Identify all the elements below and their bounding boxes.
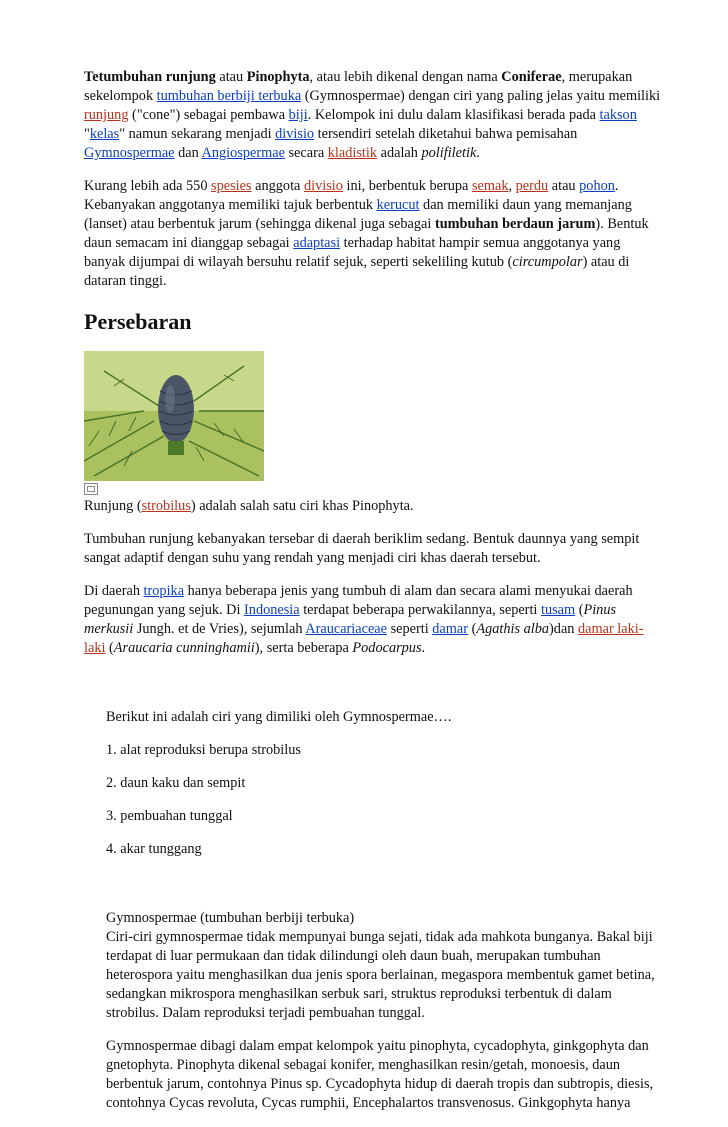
intro-paragraph <box>84 68 664 163</box>
text: atau <box>548 178 580 194</box>
term-coniferae: Coniferae <box>501 69 562 85</box>
text: dan <box>174 145 202 161</box>
classification-paragraph: Gymnospermae dibagi dalam empat kelompok yaitu pinophyta, cycadophyta, ginkgophyta dan gnetophyta. Pinophyta dikenal sebagai konifer, menghasilkan resin/getah, monoesis, daun berbentuk jarum, contohnya Pinus sp. Cycadophyta hidup di daerah tropis dan subtropis, diesis, contohnya Cycas revoluta, Cycas rumphii, Encephalartos transvenosus. Ginkgophyta hanya <box>106 1038 654 1111</box>
document-body <box>84 68 664 1127</box>
text: Di daerah <box>84 583 144 599</box>
text: seperti <box>387 621 433 637</box>
link-pohon[interactable]: pohon <box>579 178 615 194</box>
text: . <box>421 640 426 656</box>
text: (Gymnospermae) dengan ciri yang paling jelas yaitu memiliki <box>301 88 661 104</box>
text: Runjung ( <box>84 498 142 514</box>
link-runjung[interactable]: runjung <box>84 107 129 123</box>
text: adalah <box>377 145 422 161</box>
link-tusam[interactable]: tusam <box>540 602 576 618</box>
text: terhadap habitat hampir semua anggotanya yang banyak dijumpai di wilayah bersuhu relatif sejuk, seperti sekeliling kutub ( <box>84 235 621 270</box>
text: )dan <box>549 621 579 637</box>
text: secara <box>284 145 328 161</box>
term-tumbuhan-berdaun-jarum: tumbuhan berdaun jarum <box>434 216 596 232</box>
text: ), serta beberapa <box>254 640 353 656</box>
link-takson[interactable]: takson <box>599 107 637 123</box>
link-angiospermae[interactable]: Angiospermae <box>201 145 285 161</box>
text: ) adalah salah satu ciri khas Pinophyta. <box>190 498 414 514</box>
term-podocarpus: Podocarpus <box>352 640 422 656</box>
broken-image-icon <box>84 483 98 495</box>
characteristics-list <box>106 708 664 859</box>
text: anggota <box>251 178 304 194</box>
spacer <box>84 873 664 909</box>
link-kerucut[interactable]: kerucut <box>376 197 420 213</box>
link-damar-laki-laki[interactable]: damar laki-laki <box>84 621 644 656</box>
text: ) atau di dataran tinggi. <box>84 254 630 289</box>
spacer <box>84 672 664 708</box>
text: . Kelompok ini dulu dalam klasifikasi berada pada <box>307 107 600 123</box>
link-gymnospermae[interactable]: Gymnospermae <box>84 145 175 161</box>
link-kladistik[interactable]: kladistik <box>327 145 378 161</box>
link-divisio[interactable]: divisio <box>275 126 315 142</box>
link-divisio-2[interactable]: divisio <box>303 178 343 194</box>
term-polifiletik: polifiletik <box>421 145 477 161</box>
text: terdapat beberapa perwakilannya, seperti <box>299 602 541 618</box>
text: ( <box>468 621 477 637</box>
text: ("cone") sebagai pembawa <box>128 107 289 123</box>
list-item: 2. daun kaku dan sempit <box>106 775 246 791</box>
pine-cone-image <box>84 351 264 481</box>
link-araucariaceae[interactable]: Araucariaceae <box>305 621 387 637</box>
term-circumpolar: circumpolar <box>512 254 583 270</box>
list-intro: Berikut ini adalah ciri yang dimiliki oleh Gymnospermae…. <box>106 709 452 725</box>
list-item: 1. alat reproduksi berupa strobilus <box>106 742 301 758</box>
description-paragraph <box>84 177 664 291</box>
text: . <box>476 145 480 161</box>
link-biji[interactable]: biji <box>288 107 308 123</box>
list-item: 3. pembuahan tunggal <box>106 808 233 824</box>
term-araucaria-cunninghamii: Araucaria cunninghamii <box>113 640 255 656</box>
text: . Kebanyakan anggotanya memiliki tajuk berbentuk <box>84 178 619 213</box>
figure-caption <box>84 497 664 516</box>
text: " namun sekarang menjadi <box>119 126 276 142</box>
link-tumbuhan-berbiji-terbuka[interactable]: tumbuhan berbiji terbuka <box>156 88 302 104</box>
text: hanya beberapa jenis yang tumbuh di alam dan secara alami menyukai daerah pegunungan yang sejuk. Di <box>84 583 633 618</box>
text: " <box>84 126 90 142</box>
link-indonesia[interactable]: Indonesia <box>244 602 300 618</box>
text: tersendiri setelah diketahui bahwa pemisahan <box>314 126 578 142</box>
text: ( <box>575 602 584 618</box>
text: ). Bentuk daun semacam ini dianggap sebagai <box>84 216 649 251</box>
text: dan memiliki daun yang memanjang (lanset) atau berbentuk jarum (sehingga dikenal juga sebagai <box>84 197 632 232</box>
text: , atau lebih dikenal dengan nama <box>309 69 502 85</box>
tropics-paragraph <box>84 582 664 658</box>
text: Kurang lebih ada 550 <box>84 178 212 194</box>
text: ( <box>105 640 114 656</box>
text: , <box>508 178 516 194</box>
link-tropika[interactable]: tropika <box>143 583 185 599</box>
term-tetumbuhan-runjung: Tetumbuhan runjung <box>84 69 216 85</box>
link-strobilus[interactable]: strobilus <box>141 498 191 514</box>
link-semak[interactable]: semak <box>471 178 509 194</box>
link-kelas[interactable]: kelas <box>89 126 120 142</box>
term-pinus-merkusii: Pinus merkusii <box>84 602 617 637</box>
text: atau <box>215 69 247 85</box>
gymnospermae-section <box>106 909 664 1113</box>
gymnospermae-body: Ciri-ciri gymnospermae tidak mempunyai bunga sejati, tidak ada mahkota bunganya. Bakal biji terdapat di luar permukaan dan tidak dilindungi oleh daun buah, merupakan tumbuhan heterospora yaitu menghasilkan dua jenis spora berlainan, megaspora membentuk gamet betina, sedangkan mikrospora menghasilkan serbuk sari, struktus reproduksi terbentuk di dalam strobilus. Dalam reproduksi terjadi pembuahan tunggal. <box>106 929 655 1021</box>
distribution-paragraph: Tumbuhan runjung kebanyakan tersebar di daerah beriklim sedang. Bentuk daunnya yang sempit sangat adaptif dengan suhu yang rendah yang menjadi ciri khas daerah tersebut. <box>84 531 640 566</box>
list-item: 4. akar tunggang <box>106 841 202 857</box>
text: ini, berbentuk berupa <box>342 178 472 194</box>
link-spesies[interactable]: spesies <box>211 178 252 194</box>
term-pinophyta: Pinophyta <box>246 69 310 85</box>
pine-cone-photo <box>84 351 264 481</box>
text: , merupakan sekelompok <box>84 69 633 104</box>
link-damar[interactable]: damar <box>432 621 468 637</box>
link-perdu[interactable]: perdu <box>515 178 549 194</box>
text: Jungh. et de Vries), sejumlah <box>133 621 306 637</box>
link-adaptasi[interactable]: adaptasi <box>293 235 341 251</box>
gymnospermae-paragraph <box>106 909 664 1023</box>
term-agathis-alba: Agathis alba <box>476 621 550 637</box>
gymnospermae-title: Gymnospermae (tumbuhan berbiji terbuka) <box>106 910 355 926</box>
section-heading-persebaran: Persebaran <box>84 309 192 334</box>
